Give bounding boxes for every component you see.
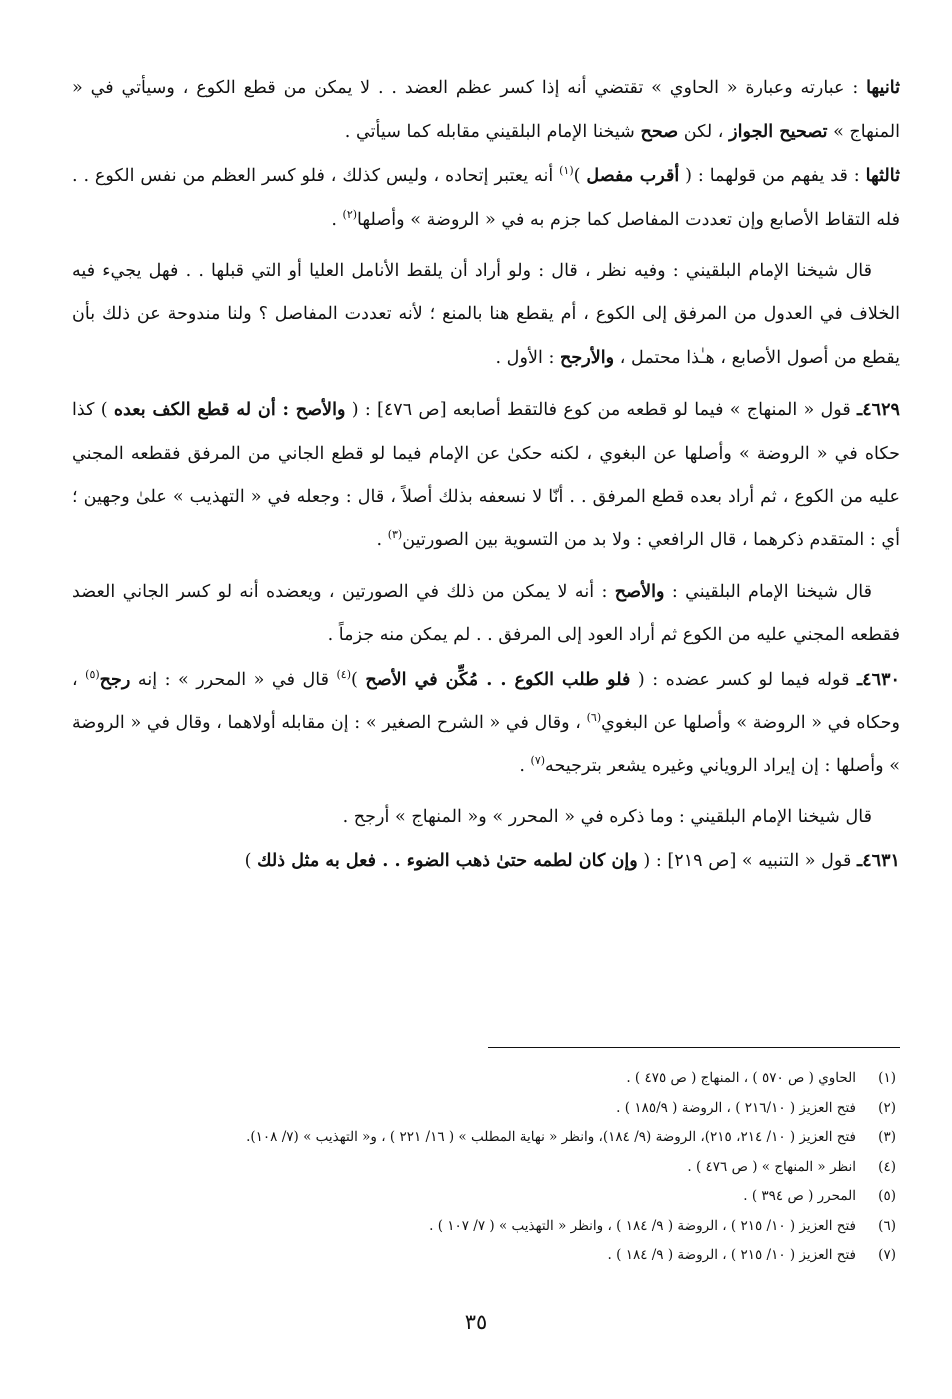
footnote bbox=[60, 1212, 896, 1242]
paragraph bbox=[72, 66, 900, 154]
bold-text: ثالثها bbox=[865, 165, 900, 187]
bold-text: والأصح : أن له قطع الكف بعده bbox=[113, 399, 346, 421]
footnote-ref: (٣) bbox=[387, 528, 403, 542]
footnote-text: فتح العزيز ( ١٠/ ٢١٥ ) ، الروضة ( ٩/ ١٨٤ ) ، وانظر « التهذيب » ( ٧/ ١٠٧ ) . bbox=[429, 1217, 856, 1234]
text-run: ) bbox=[573, 166, 587, 187]
bold-text: رجح bbox=[99, 668, 131, 690]
text-run: قال شيخنا الإمام البلقيني : وفيه نظر ، قال : ولو أراد أن يلقط الأنامل العليا أو التي قبلها . . فهل يجيء فيه الخلاف في العدول من المرفق إلى الكوع ، أم يقطع هنا بالمنع ؛ لأنه تعددت المفاصل ؟ ولنا مندوحة عن ذلك بأن يقطع من أصول الأصابع ، هـٰذا محتمل ، bbox=[72, 260, 900, 369]
bold-text: تصحيح الجواز bbox=[729, 121, 828, 143]
text-run: ، وقال في « الشرح الصغير » : إن مقابله أولاهما ، وقال في « الروضة » وأصلها : إن إيراد الروياني وغيره يشعر بترجيحه bbox=[72, 712, 900, 777]
footnote bbox=[60, 1064, 896, 1094]
text-run: قال شيخنا الإمام البلقيني : bbox=[664, 582, 873, 603]
text-run: : الأول . bbox=[495, 348, 560, 369]
text-run: قال في « المحرر » : إنه bbox=[130, 669, 337, 690]
text-run: قول « المنهاج » فيما لو قطعه من كوع فالتقط أصابعه [ص ٤٧٦] : ( bbox=[345, 400, 858, 421]
paragraph bbox=[72, 388, 900, 562]
footnote-number: (٢) bbox=[878, 1099, 896, 1116]
bold-text: ٤٦٢٩ـ bbox=[857, 399, 900, 421]
footnote-ref: (٦) bbox=[586, 710, 602, 724]
bold-text: ٤٦٣٠ـ bbox=[857, 668, 900, 690]
text-run: . bbox=[331, 209, 343, 230]
footnote-ref: (٢) bbox=[342, 207, 358, 221]
footnote-divider bbox=[488, 1047, 900, 1048]
paragraph bbox=[72, 796, 900, 839]
text-run: : عبارته وعبارة « الحاوي » تقتضي أنه إذا كسر عظم العضد . . لا يمكن من قطع الكوع ، وسيأتي في « المنهاج » bbox=[72, 78, 900, 143]
paragraph bbox=[72, 658, 900, 789]
page-number: ٣٥ bbox=[464, 1310, 488, 1334]
bold-text: ثانيها bbox=[866, 77, 900, 98]
text-run: قوله فيما لو كسر عضده : ( bbox=[630, 669, 858, 690]
footnote-number: (٥) bbox=[878, 1188, 896, 1204]
bold-text: فلو طلب الكوع . . مُكِّن في الأصح bbox=[365, 668, 631, 690]
text-run: : قد يفهم من قولهما : ( bbox=[679, 166, 866, 187]
footnote-text: انظر « المنهاج » ( ص ٤٧٦ ) . bbox=[687, 1158, 856, 1175]
bold-text: أقرب مفصل bbox=[586, 165, 680, 187]
footnote-number: (٤) bbox=[878, 1158, 896, 1175]
text-run: ) كذا حكاه في « الروضة » وأصلها عن البغوي ، لكنه حكىٰ عن الإمام فيما لو قطع الجاني من المرفق فقطعه المجني عليه من الكوع ، ثم أراد بعده قطع المرفق . . أنّا لا نسعفه بذلك أصلاً ، قال : وجعله في « التهذيب » علىٰ وجهين ؛ أي : المتقدم ذكرهما ، قال الرافعي : ولا بد من التسوية بين الصورتين bbox=[72, 400, 900, 551]
footnote bbox=[60, 1123, 896, 1153]
footnote-ref: (٥) bbox=[85, 667, 100, 681]
footnotes bbox=[60, 1064, 896, 1271]
footnote-ref: (١) bbox=[559, 164, 574, 178]
text-run: قال شيخنا الإمام البلقيني : وما ذكره في « المحرر » و« المنهاج » أرجح . bbox=[342, 807, 872, 828]
bold-text: صحح bbox=[640, 121, 679, 143]
footnote-text: فتح العزيز ( ١٠/ ٢١٤، ٢١٥)، الروضة (٩/ ١٨٤)، وانظر « نهاية المطلب » ( ١٦/ ٢٢١ ) ، و« التهذيب » (٧/ ١٠٨). bbox=[246, 1129, 856, 1145]
text-run: ) bbox=[244, 851, 258, 872]
paragraph bbox=[72, 154, 900, 241]
footnote-ref: (٤) bbox=[336, 667, 351, 681]
footnote bbox=[60, 1182, 896, 1212]
footnote bbox=[60, 1094, 896, 1124]
footnote bbox=[60, 1153, 896, 1183]
bold-text: والأرجح bbox=[560, 347, 615, 369]
footnote-text: فتح العزيز ( ١٠/ ٢١٥ ) ، الروضة ( ٩/ ١٨٤ ) . bbox=[607, 1247, 856, 1263]
text-run: . bbox=[376, 530, 388, 551]
text-run: أنه يعتبر إتحاده ، وليس كذلك ، فلو كسر العظم من نفس الكوع . . فله التقاط الأصابع وإن تعددت المفاصل كما جزم به في « الروضة » وأصلها bbox=[72, 166, 900, 230]
text-run: قول « التنبيه » [ص ٢١٩] : ( bbox=[637, 851, 858, 872]
paragraph bbox=[72, 570, 900, 657]
footnote-number: (٦) bbox=[878, 1217, 896, 1234]
footnote-number: (١) bbox=[878, 1070, 896, 1086]
paragraph bbox=[72, 250, 900, 381]
footnote bbox=[60, 1241, 896, 1271]
text-run: ، لكن bbox=[678, 122, 730, 143]
text-run: ، وحكاه في « الروضة » وأصلها عن البغوي bbox=[72, 669, 901, 733]
footnote-text: فتح العزيز ( ٢١٦/١٠ ) ، الروضة ( ١٨٥/٩ ) . bbox=[616, 1099, 856, 1116]
paragraph bbox=[72, 839, 900, 883]
bold-text: والأصح bbox=[614, 581, 665, 603]
footnote-number: (٧) bbox=[878, 1247, 896, 1263]
footnote-text: الحاوي ( ص ٥٧٠ ) ، المنهاج ( ص ٤٧٥ ) . bbox=[626, 1070, 856, 1086]
bold-text: ٤٦٣١ـ bbox=[857, 850, 900, 872]
footnote-text: المحرر ( ص ٣٩٤ ) . bbox=[743, 1188, 856, 1204]
footnote-ref: (٧) bbox=[530, 754, 546, 768]
text-run: ) bbox=[351, 669, 366, 690]
text-run: . bbox=[519, 756, 531, 777]
main-text bbox=[72, 66, 900, 884]
bold-text: وإن كان لطمه حتىٰ ذهب الضوء . . فعل به مثل ذلك bbox=[257, 850, 638, 872]
text-run: شيخنا الإمام البلقيني مقابله كما سيأتي . bbox=[344, 122, 641, 143]
text-run: : أنه لا يمكن من ذلك في الصورتين ، ويعضده أنه لو كسر الجاني العضد فقطعه المجني عليه من الكوع ثم أراد العود إلى المرفق . . لم يمكن منه جزماً . bbox=[72, 582, 900, 646]
footnote-number: (٣) bbox=[878, 1129, 896, 1145]
